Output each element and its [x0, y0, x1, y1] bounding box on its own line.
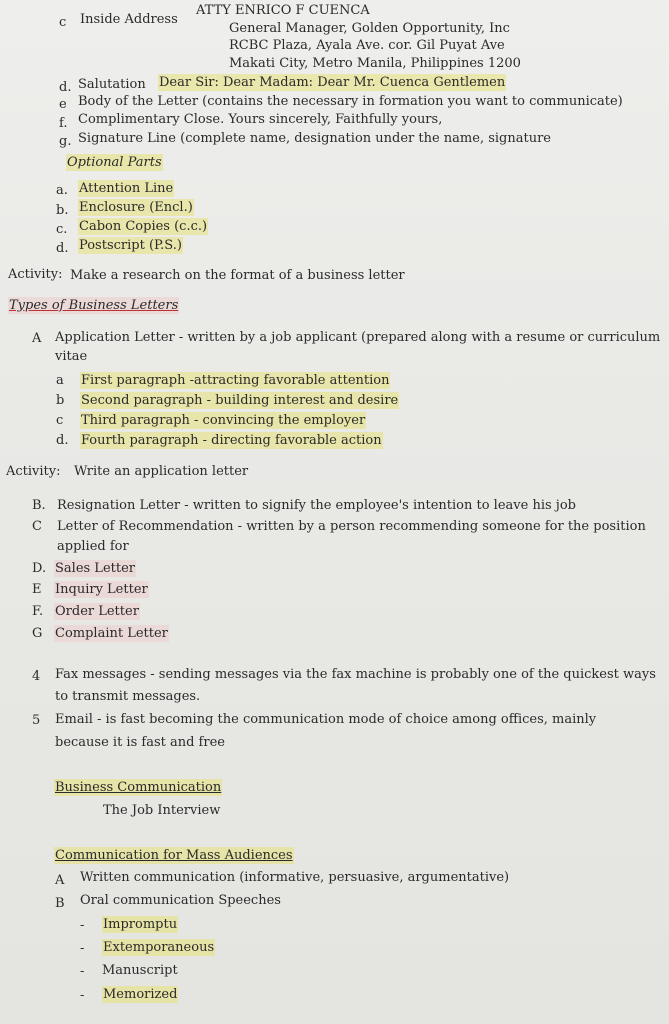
item-marker: A	[55, 873, 65, 888]
activity-text: Write an application letter	[74, 464, 249, 479]
part-marker: f.	[59, 116, 68, 131]
item-marker: 5	[32, 713, 41, 728]
speech-type: Impromptu	[103, 917, 178, 932]
recommendation-letter: Letter of Recommendation - written by a person recommending someone for the position	[57, 519, 646, 534]
item-marker: C	[32, 519, 42, 534]
job-interview: The Job Interview	[103, 803, 221, 818]
item-marker: B.	[32, 498, 46, 513]
sales-letter: Sales Letter	[55, 561, 135, 576]
application-letter: Application Letter - written by a job applicant (prepared along with a resume or curriculum	[55, 330, 661, 345]
item-marker: F.	[32, 604, 44, 619]
item-marker: E	[32, 582, 42, 597]
part-marker: g.	[59, 134, 72, 149]
item-marker: G	[32, 626, 43, 641]
salutation-options: Dear Sir: Dear Madam: Dear Mr. Cuenca Gentlemen	[159, 75, 506, 90]
address-line: Makati City, Metro Manila, Philippines 1200	[229, 56, 521, 71]
activity-label: Activity:	[8, 267, 63, 282]
item-marker: 4	[32, 669, 41, 684]
complaint-letter: Complaint Letter	[55, 626, 168, 641]
written-communication: Written communication (informative, persuasive, argumentative)	[80, 870, 510, 885]
item-marker: b.	[56, 203, 69, 218]
activity-label: Activity:	[6, 464, 61, 479]
fax-messages: Fax messages - sending messages via the fax machine is probably one of the quickest ways	[55, 667, 656, 682]
item-marker: B	[55, 896, 65, 911]
email: Email - is fast becoming the communication mode of choice among offices, mainly	[55, 712, 597, 727]
item-marker: A	[32, 331, 42, 346]
address-line: ATTY ENRICO F CUENCA	[196, 3, 370, 18]
mass-audiences-heading: Communication for Mass Audiences	[55, 848, 293, 863]
part-marker: c	[59, 15, 67, 30]
complimentary-close: Complimentary Close. Yours sincerely, Faithfully yours,	[78, 112, 443, 127]
address-line: General Manager, Golden Opportunity, Inc	[229, 21, 510, 36]
order-letter: Order Letter	[55, 604, 139, 619]
signature-line: Signature Line (complete name, designation under the name, signature	[78, 131, 551, 146]
activity-text: Make a research on the format of a business letter	[70, 268, 405, 283]
address-line: RCBC Plaza, Ayala Ave. cor. Gil Puyat Ave	[229, 38, 505, 53]
email-cont: because it is fast and free	[55, 735, 225, 750]
oral-communication: Oral communication Speeches	[80, 893, 281, 908]
optional-parts-heading: Optional Parts	[67, 155, 162, 170]
resignation-letter: Resignation Letter - written to signify the employee's intention to leave his job	[57, 498, 576, 513]
application-letter-cont: vitae	[55, 349, 88, 364]
paragraph-item: Fourth paragraph - directing favorable action	[81, 433, 382, 448]
paragraph-item: Second paragraph - building interest and desire	[81, 393, 399, 408]
fax-messages-cont: to transmit messages.	[55, 689, 201, 704]
recommendation-letter-cont: applied for	[57, 539, 129, 554]
bullet: -	[80, 918, 85, 933]
carbon-copies: Cabon Copies (c.c.)	[79, 219, 208, 234]
enclosure: Enclosure (Encl.)	[79, 200, 193, 215]
item-marker: c.	[56, 222, 68, 237]
item-marker: d.	[56, 241, 69, 256]
bullet: -	[80, 988, 85, 1003]
types-heading: Types of Business Letters	[9, 298, 179, 313]
bullet: -	[80, 941, 85, 956]
item-marker: D.	[32, 561, 47, 576]
item-marker: b	[56, 393, 65, 408]
postscript: Postscript (P.S.)	[79, 238, 182, 253]
part-marker: e	[59, 97, 67, 112]
inside-address-label: Inside Address	[80, 12, 178, 27]
paragraph-item: Third paragraph - convincing the employer	[81, 413, 366, 428]
item-marker: d.	[56, 433, 69, 448]
part-marker: d.	[59, 80, 72, 95]
salutation-label: Salutation	[78, 77, 146, 92]
item-marker: c	[56, 413, 64, 428]
speech-type: Manuscript	[102, 963, 178, 978]
item-marker: a.	[56, 183, 68, 198]
paragraph-item: First paragraph -attracting favorable attention	[81, 373, 390, 388]
speech-type: Memorized	[103, 987, 178, 1002]
item-marker: a	[56, 373, 64, 388]
bullet: -	[80, 964, 85, 979]
body-of-letter: Body of the Letter (contains the necessary in formation you want to communicate)	[78, 94, 623, 109]
business-communication-heading: Business Communication	[55, 780, 222, 795]
speech-type: Extemporaneous	[103, 940, 215, 955]
attention-line: Attention Line	[79, 181, 174, 196]
inquiry-letter: Inquiry Letter	[55, 582, 148, 597]
